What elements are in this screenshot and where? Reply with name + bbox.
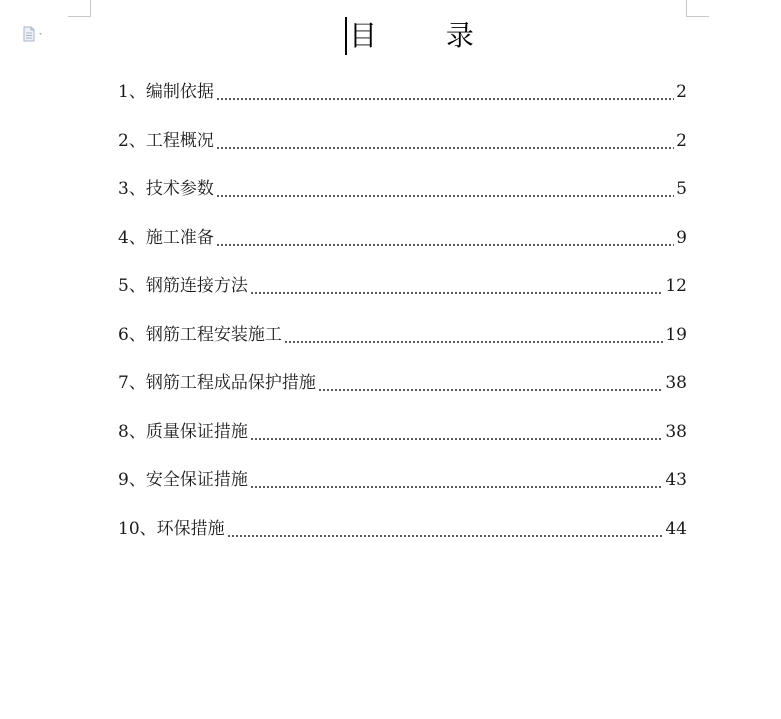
toc-entry-label: 10、环保措施 — [118, 518, 225, 539]
toc-entry[interactable] — [118, 117, 687, 166]
toc-entry[interactable] — [118, 359, 687, 408]
toc-dot-leader — [216, 127, 674, 155]
toc-entry[interactable] — [118, 505, 687, 554]
toc-entry[interactable] — [118, 311, 687, 360]
page-title: 目 录 — [349, 19, 504, 52]
toc-entry[interactable] — [118, 68, 687, 117]
crop-mark-top-left — [68, 0, 91, 17]
document-icon — [22, 26, 48, 42]
toc-entry-label: 1、编制依据 — [118, 82, 214, 103]
table-of-contents — [118, 68, 687, 553]
toc-dot-leader — [216, 78, 674, 106]
toc-dot-leader — [250, 418, 664, 446]
toc-entry[interactable] — [118, 408, 687, 457]
toc-entry-page-number: 5 — [676, 179, 687, 200]
toc-dot-leader — [216, 224, 674, 252]
toc-dot-leader — [250, 272, 664, 300]
toc-dot-leader — [250, 466, 664, 494]
toc-entry-label: 9、安全保证措施 — [118, 470, 248, 491]
toc-entry-label: 5、钢筋连接方法 — [118, 276, 248, 297]
toc-entry-page-number: 19 — [665, 324, 687, 345]
toc-dot-leader — [227, 515, 664, 543]
toc-entry-page-number: 2 — [676, 82, 687, 103]
crop-mark-top-right — [686, 0, 709, 17]
toc-entry-page-number: 9 — [676, 227, 687, 248]
toc-dot-leader — [284, 321, 664, 349]
toc-entry-label: 7、钢筋工程成品保护措施 — [118, 373, 316, 394]
toc-entry-label: 2、工程概况 — [118, 130, 214, 151]
toc-entry-page-number: 44 — [665, 518, 687, 539]
chevron-down-icon — [39, 33, 42, 35]
toc-entry-label: 6、钢筋工程安装施工 — [118, 324, 282, 345]
toc-dot-leader — [318, 369, 664, 397]
document-menu-button[interactable] — [22, 26, 48, 42]
toc-entry[interactable] — [118, 456, 687, 505]
toc-entry-label: 8、质量保证措施 — [118, 421, 248, 442]
toc-entry-page-number: 2 — [676, 130, 687, 151]
toc-entry-page-number: 43 — [665, 470, 687, 491]
toc-entry[interactable] — [118, 214, 687, 263]
toc-title — [345, 16, 504, 56]
toc-entry[interactable] — [118, 262, 687, 311]
toc-entry-label: 4、施工准备 — [118, 227, 214, 248]
toc-entry-page-number: 38 — [665, 373, 687, 394]
toc-entry[interactable] — [118, 165, 687, 214]
text-cursor — [345, 17, 347, 55]
toc-entry-page-number: 38 — [665, 421, 687, 442]
toc-entry-label: 3、技术参数 — [118, 179, 214, 200]
toc-dot-leader — [216, 175, 674, 203]
toc-entry-page-number: 12 — [665, 276, 687, 297]
